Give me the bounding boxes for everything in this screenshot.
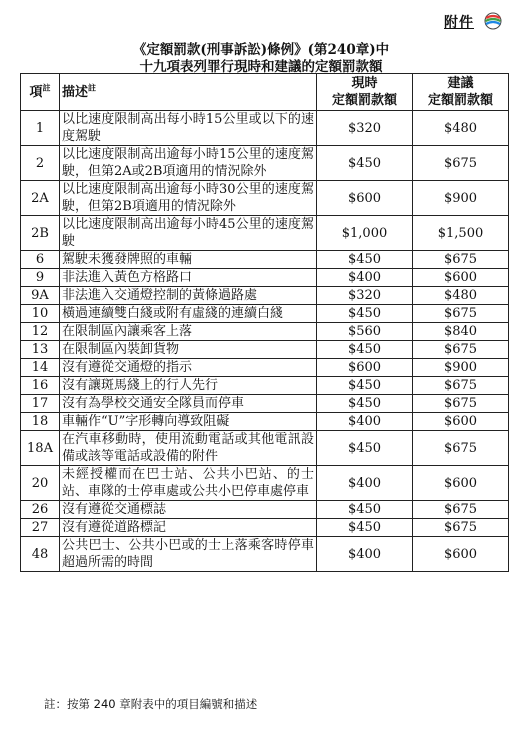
row-description: 沒有遵從交通標誌: [60, 501, 317, 519]
row-description: 在汽車移動時，使用流動電話或其他電訊設備或該等電話或設備的附件: [60, 431, 317, 466]
table-row: [21, 537, 509, 572]
row-current-penalty: $600: [317, 359, 413, 377]
table-row: [21, 341, 509, 359]
table-row: [21, 323, 509, 341]
header-description: 描述$^註$: [60, 74, 317, 111]
row-item-number: 9: [21, 269, 60, 287]
table-row: [21, 216, 509, 251]
row-description: 非法進入黃色方格路口: [60, 269, 317, 287]
row-description: 沒有遵從道路標記: [60, 519, 317, 537]
table-row: [21, 395, 509, 413]
row-current-penalty: $450: [317, 431, 413, 466]
row-proposed-penalty: $600: [413, 413, 509, 431]
row-proposed-penalty: $675: [413, 501, 509, 519]
row-current-penalty: $450: [317, 377, 413, 395]
header-item: 項$^註$: [21, 74, 60, 111]
table-row: [21, 377, 509, 395]
table-row: [21, 519, 509, 537]
document-subtitle: 十九項表列罪行現時和建議的定額罰款額: [139, 59, 383, 75]
header-proposed-penalty: 建議 定額罰款額: [413, 74, 509, 111]
document-title: 《定額罰款(刑事訴訟)條例》(第240章)中: [132, 42, 390, 58]
row-current-penalty: $400: [317, 466, 413, 501]
row-current-penalty: $450: [317, 146, 413, 181]
table-row: [21, 251, 509, 269]
table-row: [21, 305, 509, 323]
row-description: 沒有遵從交通燈的指示: [60, 359, 317, 377]
row-current-penalty: $400: [317, 269, 413, 287]
row-item-number: 10: [21, 305, 60, 323]
row-current-penalty: $450: [317, 341, 413, 359]
row-item-number: 48: [21, 537, 60, 572]
table-row: [21, 181, 509, 216]
table-row: [21, 146, 509, 181]
table-row: [21, 431, 509, 466]
tv-logo-icon: [484, 12, 502, 30]
row-proposed-penalty: $675: [413, 431, 509, 466]
row-description: 以比速度限制高出逾每小時45公里的速度駕駛: [60, 216, 317, 251]
table-row: [21, 413, 509, 431]
row-proposed-penalty: $840: [413, 323, 509, 341]
row-description: 在限制區內讓乘客上落: [60, 323, 317, 341]
row-description: 沒有讓斑馬綫上的行人先行: [60, 377, 317, 395]
row-proposed-penalty: $675: [413, 251, 509, 269]
row-description: 沒有為學校交通安全隊員而停車: [60, 395, 317, 413]
row-description: 在限制區內裝卸貨物: [60, 341, 317, 359]
row-current-penalty: $450: [317, 501, 413, 519]
row-proposed-penalty: $600: [413, 537, 509, 572]
row-item-number: 2B: [21, 216, 60, 251]
annex-label: 附件: [444, 15, 474, 31]
row-description: 駕駛未獲發牌照的車輛: [60, 251, 317, 269]
row-proposed-penalty: $480: [413, 111, 509, 146]
row-item-number: 14: [21, 359, 60, 377]
row-current-penalty: $450: [317, 305, 413, 323]
row-description: 以比速度限制高出逾每小時30公里的速度駕駛，但第2B項適用的情況除外: [60, 181, 317, 216]
table-row: [21, 287, 509, 305]
row-proposed-penalty: $900: [413, 181, 509, 216]
row-current-penalty: $450: [317, 519, 413, 537]
row-description: 以比速度限制高出逾每小時15公里的速度駕駛，但第2A或2B項適用的情況除外: [60, 146, 317, 181]
row-current-penalty: $400: [317, 413, 413, 431]
footnote: 註：按第 240 章附表中的項目編號和描述: [44, 697, 258, 711]
table-row: [21, 359, 509, 377]
row-proposed-penalty: $480: [413, 287, 509, 305]
row-item-number: 18: [21, 413, 60, 431]
row-description: 公共巴士、公共小巴或的士上落乘客時停車超過所需的時間: [60, 537, 317, 572]
row-proposed-penalty: $600: [413, 466, 509, 501]
row-current-penalty: $560: [317, 323, 413, 341]
table-row: [21, 466, 509, 501]
row-item-number: 13: [21, 341, 60, 359]
row-description: 以比速度限制高出每小時15公里或以下的速度駕駛: [60, 111, 317, 146]
row-description: 未經授權而在巴士站、公共小巴站、的士站、車隊的士停車處或公共小巴停車處停車: [60, 466, 317, 501]
table-row: [21, 269, 509, 287]
row-current-penalty: $450: [317, 395, 413, 413]
row-description: 車輛作“U”字形轉向導致阻礙: [60, 413, 317, 431]
row-current-penalty: $1,000: [317, 216, 413, 251]
row-proposed-penalty: $900: [413, 359, 509, 377]
row-proposed-penalty: $675: [413, 305, 509, 323]
table-row: [21, 501, 509, 519]
row-current-penalty: $320: [317, 111, 413, 146]
row-item-number: 9A: [21, 287, 60, 305]
table-header-row: [21, 74, 509, 111]
row-current-penalty: $320: [317, 287, 413, 305]
row-proposed-penalty: $675: [413, 146, 509, 181]
row-proposed-penalty: $675: [413, 519, 509, 537]
row-current-penalty: $450: [317, 251, 413, 269]
row-proposed-penalty: $675: [413, 395, 509, 413]
row-item-number: 27: [21, 519, 60, 537]
row-item-number: 12: [21, 323, 60, 341]
table-row: [21, 111, 509, 146]
row-item-number: 6: [21, 251, 60, 269]
row-item-number: 26: [21, 501, 60, 519]
row-proposed-penalty: $1,500: [413, 216, 509, 251]
row-proposed-penalty: $675: [413, 341, 509, 359]
row-item-number: 2A: [21, 181, 60, 216]
row-proposed-penalty: $675: [413, 377, 509, 395]
row-item-number: 2: [21, 146, 60, 181]
row-item-number: 18A: [21, 431, 60, 466]
row-proposed-penalty: $600: [413, 269, 509, 287]
header-current-penalty: 現時 定額罰款額: [317, 74, 413, 111]
row-description: 非法進入交通燈控制的黃條過路處: [60, 287, 317, 305]
row-current-penalty: $400: [317, 537, 413, 572]
fixed-penalty-table: [20, 73, 509, 572]
row-item-number: 16: [21, 377, 60, 395]
row-current-penalty: $600: [317, 181, 413, 216]
row-description: 橫過連續雙白綫或附有虛綫的連續白綫: [60, 305, 317, 323]
row-item-number: 20: [21, 466, 60, 501]
row-item-number: 17: [21, 395, 60, 413]
row-item-number: 1: [21, 111, 60, 146]
